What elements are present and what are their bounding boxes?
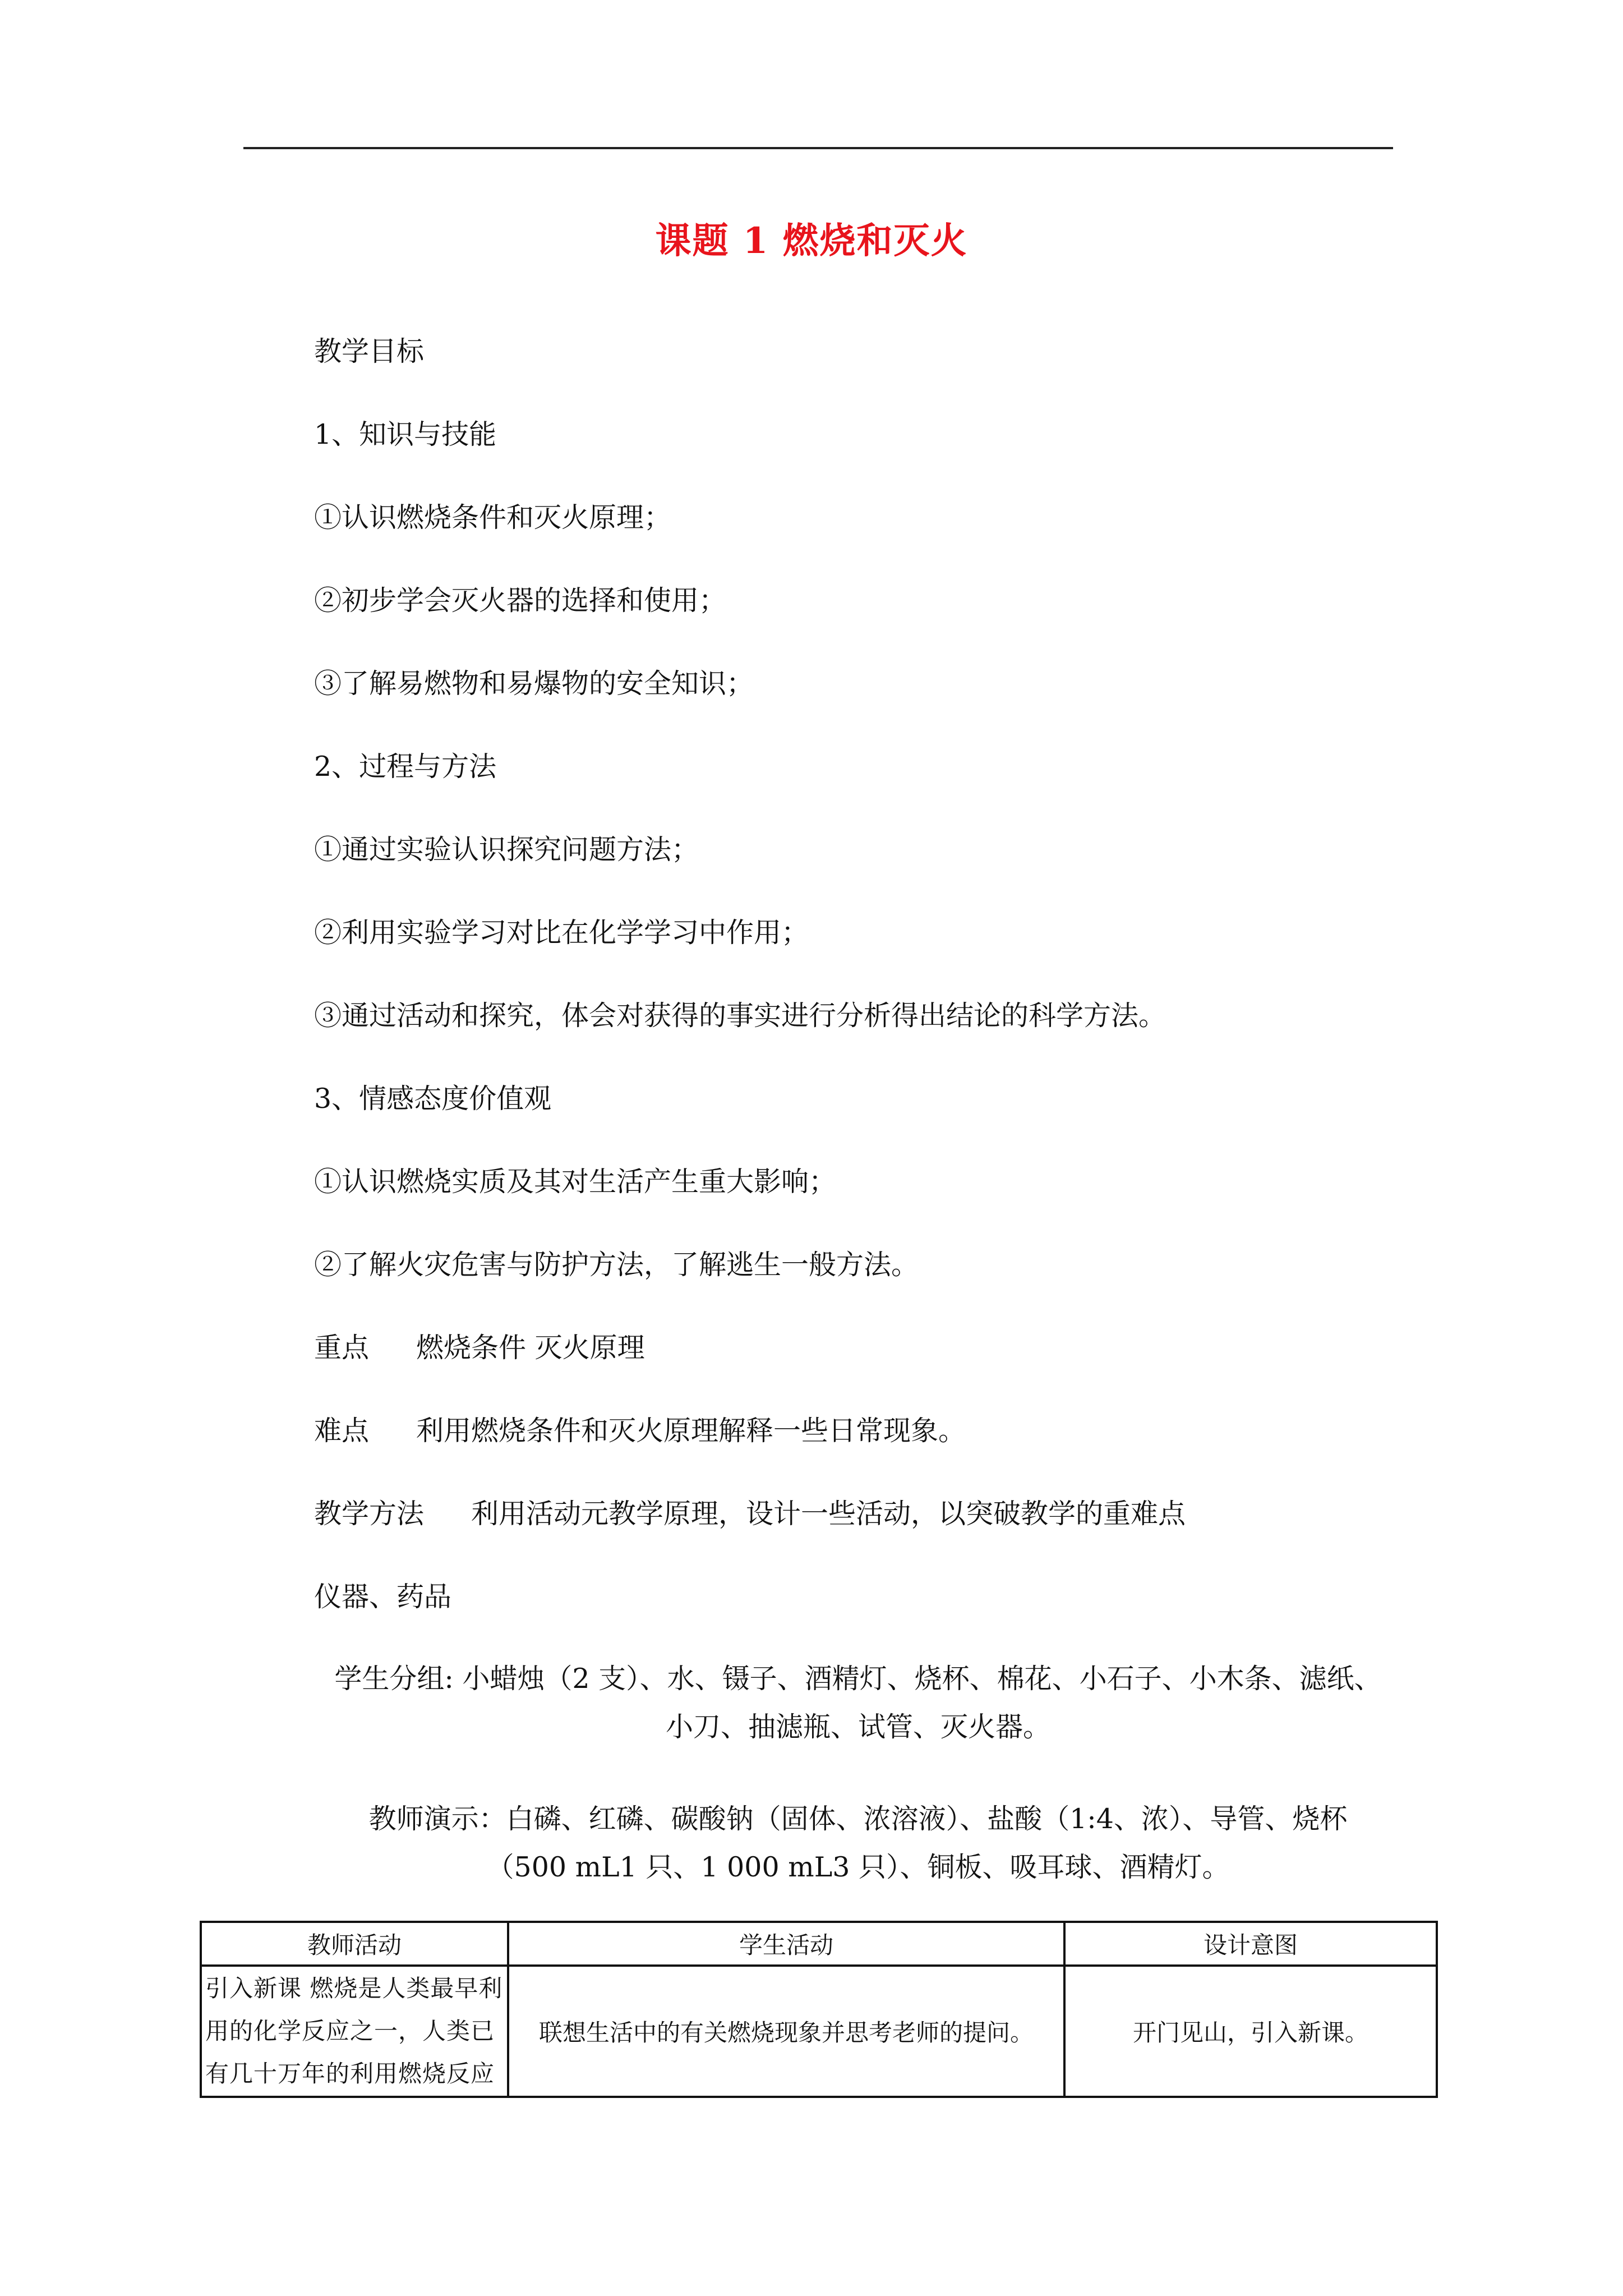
teacher-materials-line1: 教师演示：白磷、红磷、碳酸钠（固体、浓溶液）、盐酸（1:4、浓）、导管、烧杯	[368, 1803, 1348, 1835]
teacher-activity-line: 有几十万年的利用燃烧反应	[205, 2060, 495, 2087]
table-row	[201, 1966, 1437, 2097]
objective-item: ①认识燃烧条件和灭火原理；	[314, 501, 672, 533]
objective-item: ②初步学会灭火器的选择和使用；	[314, 585, 727, 616]
objectives-heading: 教学目标	[314, 335, 425, 367]
objective-item: ②了解火灾危害与防护方法，了解逃生一般方法。	[314, 1249, 919, 1281]
teacher-materials	[314, 1795, 1402, 1892]
header-teacher-activity: 教师活动	[201, 1922, 508, 1966]
section-heading-knowledge: 1、知识与技能	[314, 418, 497, 450]
key-points-label: 重点	[314, 1332, 370, 1364]
difficulties	[314, 1414, 966, 1448]
objective-item: ②利用实验学习对比在化学学习中作用；	[314, 917, 809, 949]
section-heading-attitude: 3、情感态度价值观	[314, 1083, 552, 1115]
difficulties-label: 难点	[314, 1415, 370, 1447]
key-points	[314, 1331, 645, 1365]
student-activity-cell: 联想生活中的有关燃烧现象并思考老师的提问。	[508, 1966, 1064, 2097]
page-title: 课题 1 燃烧和灭火	[655, 220, 968, 262]
teacher-activity-line: 引入新课 燃烧是人类最早利	[205, 1975, 503, 2002]
materials-heading: 仪器、药品	[314, 1581, 452, 1613]
teacher-activity-cell	[201, 1966, 508, 2097]
difficulties-text: 利用燃烧条件和灭火原理解释一些日常现象。	[416, 1415, 966, 1447]
teacher-materials-line2: （500 mL1 只、1 000 mL3 只）、铜板、吸耳球、酒精灯。	[486, 1851, 1230, 1883]
header-student-activity: 学生活动	[508, 1922, 1064, 1966]
key-points-text: 燃烧条件 灭火原理	[416, 1332, 645, 1364]
student-materials-line1: 学生分组: 小蜡烛（2 支）、水、镊子、酒精灯、烧杯、棉花、小石子、小木条、滤纸、	[334, 1663, 1382, 1695]
method-label: 教学方法	[314, 1498, 425, 1530]
activity-table	[200, 1921, 1438, 2098]
objective-item: ①通过实验认识探究问题方法；	[314, 834, 699, 866]
section-heading-process: 2、过程与方法	[314, 751, 497, 783]
design-intent-cell: 开门见山，引入新课。	[1064, 1966, 1437, 2097]
objective-item: ①认识燃烧实质及其对生活产生重大影响；	[314, 1166, 837, 1198]
objective-item: ③通过活动和探究，体会对获得的事实进行分析得出结论的科学方法。	[314, 1000, 1166, 1032]
table-header-row	[201, 1922, 1437, 1966]
method-text: 利用活动元教学原理，设计一些活动，以突破教学的重难点	[471, 1498, 1186, 1530]
teaching-method	[314, 1497, 1186, 1531]
header-design-intent: 设计意图	[1064, 1922, 1437, 1966]
student-materials	[314, 1655, 1402, 1751]
header-rule	[243, 147, 1393, 149]
teacher-activity-line: 用的化学反应之一，人类已	[205, 2017, 495, 2045]
objective-item: ③了解易燃物和易爆物的安全知识；	[314, 668, 754, 700]
student-materials-line2: 小刀、抽滤瓶、试管、灭火器。	[665, 1711, 1050, 1743]
